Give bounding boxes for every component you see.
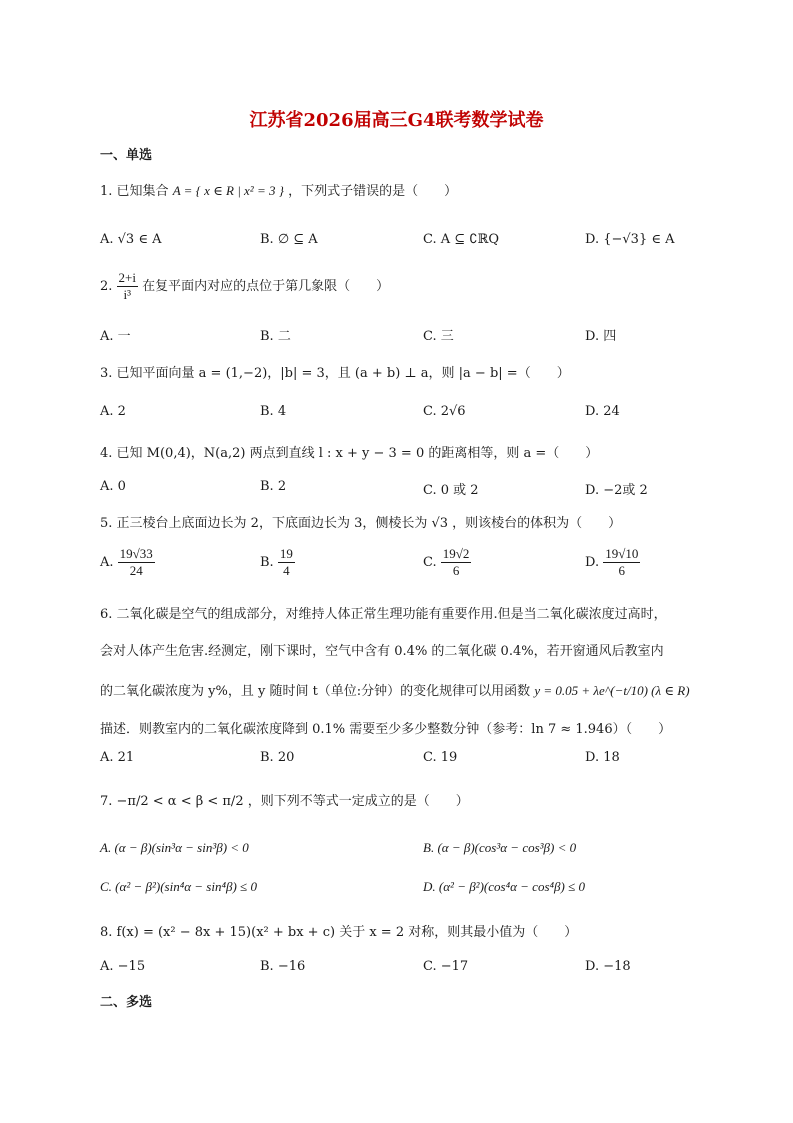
q1-option-c: C. A ⊆ ∁ℝQ [423,232,500,247]
question-3: 3. 已知平面向量 a = (1,−2)，|b| = 3，且 (a + b) ⊥ a，则 |a − b| =（ ） [100,366,570,381]
q4-option-c: C. 0 或 2 [423,483,479,498]
q4-option-b: B. 2 [260,479,287,494]
q5-option-d-numerator: 19√10 [605,546,639,561]
q2-option-a: A. 一 [100,329,131,344]
q7-option-d: D. (α² − β²)(cos⁴α − cos⁴β) ≤ 0 [423,879,585,894]
section-multiple-choice: 二、多选 [100,995,153,1010]
question-2-fraction [117,270,138,303]
q6-option-a: A. 21 [100,750,135,765]
q5-option-b [260,546,295,579]
q5-option-a-numerator: 19√33 [119,546,153,561]
q1-option-a: A. √3 ∈ A [100,232,162,247]
q6-option-b: B. 20 [260,750,295,765]
q1-option-d: D. {−√3} ∈ A [585,232,675,247]
q3-option-c: C. 2√6 [423,404,466,419]
question-7: 7. −π/2 < α < β < π/2 ，则下列不等式一定成立的是（ ） [100,794,469,809]
q8-option-b: B. −16 [260,959,306,974]
question-6-line-4: 描述．则教室内的二氧化碳浓度降到 0.1% 需要至少多少整数分钟（参考：ln 7 ≈ 1.946）（ ） [100,722,672,737]
q3-option-b: B. 4 [260,404,287,419]
q6-option-d: D. 18 [585,750,620,765]
question-2-suffix: 在复平面内对应的点位于第几象限（ ） [142,279,390,294]
section-single-choice: 一、单选 [100,148,153,163]
question-6-line-2: 会对人体产生危害.经测定，刚下课时，空气中含有 0.4% 的二氧化碳 0.4%，若开窗通风后教室内 [100,644,664,659]
q5-option-b-denominator: 4 [283,563,290,578]
question-4: 4. 已知 M(0,4)，N(a,2) 两点到直线 l : x + y − 3 = 0 的距离相等，则 a =（ ） [100,446,599,461]
question-5: 5. 正三棱台上底面边长为 2，下底面边长为 3，侧棱长为 √3 ，则该棱台的体积为（ ） [100,516,622,531]
q8-option-a: A. −15 [100,959,146,974]
question-6-formula: y = 0.05 + λe^(−t/10) (λ ∈ R) [534,683,690,698]
question-6-line-3-text: 的二氧化碳浓度为 y%，且 y 随时间 t（单位:分钟）的变化规律可以用函数 [100,684,531,699]
q5-option-b-numerator: 19 [279,546,293,561]
q4-option-a: A. 0 [100,479,126,494]
q3-option-a: A. 2 [100,404,126,419]
question-8: 8. f(x) = (x² − 8x + 15)(x² + bx + c) 关于 x = 2 对称，则其最小值为（ ） [100,925,578,940]
q5-option-c-numerator: 19√2 [442,546,470,561]
q5-option-a [100,546,155,579]
q5-option-d-denominator: 6 [618,563,626,578]
q2-option-b: B. 二 [260,329,291,344]
q5-option-d-label: D. [585,555,600,570]
question-1-suffix: ，下列式子错误的是（ ） [288,184,458,199]
q5-option-c [423,546,471,579]
question-2 [100,270,389,303]
question-6-line-1: 6. 二氧化碳是空气的组成部分，对维持人体正常生理功能有重要作用.但是当二氧化碳浓度过高时， [100,607,667,622]
q3-option-d: D. 24 [585,404,620,419]
q5-option-a-denominator: 24 [129,563,143,578]
q2-option-c: C. 三 [423,329,454,344]
page-title: 江苏省2026届高三G4联考数学试卷 [249,110,544,131]
question-2-denominator: i³ [123,287,132,302]
q8-option-d: D. −18 [585,959,631,974]
question-2-numerator: 2+i [118,270,136,285]
q7-option-a: A. (α − β)(sin³α − sin³β) < 0 [100,840,249,855]
q5-option-c-denominator: 6 [452,563,460,578]
q6-option-c: C. 19 [423,750,458,765]
question-1-formula: A = { x ∈ R | x² = 3 } [172,183,284,198]
q4-option-d: D. −2或 2 [585,483,648,498]
q2-option-d: D. 四 [585,329,617,344]
q7-option-c: C. (α² − β²)(sin⁴α − sin⁴β) ≤ 0 [100,879,257,894]
question-1-prefix: 1. 已知集合 [100,184,169,199]
q1-option-b: B. ∅ ⊆ A [260,232,318,247]
question-2-prefix: 2. [100,279,113,294]
q5-option-a-label: A. [100,555,114,570]
q5-option-d [585,546,640,579]
q8-option-c: C. −17 [423,959,469,974]
q7-option-b: B. (α − β)(cos³α − cos³β) < 0 [423,840,577,855]
question-6-line-3 [100,680,690,699]
q5-option-c-label: C. [423,555,437,570]
q5-option-b-label: B. [260,555,274,570]
question-1 [100,180,457,199]
